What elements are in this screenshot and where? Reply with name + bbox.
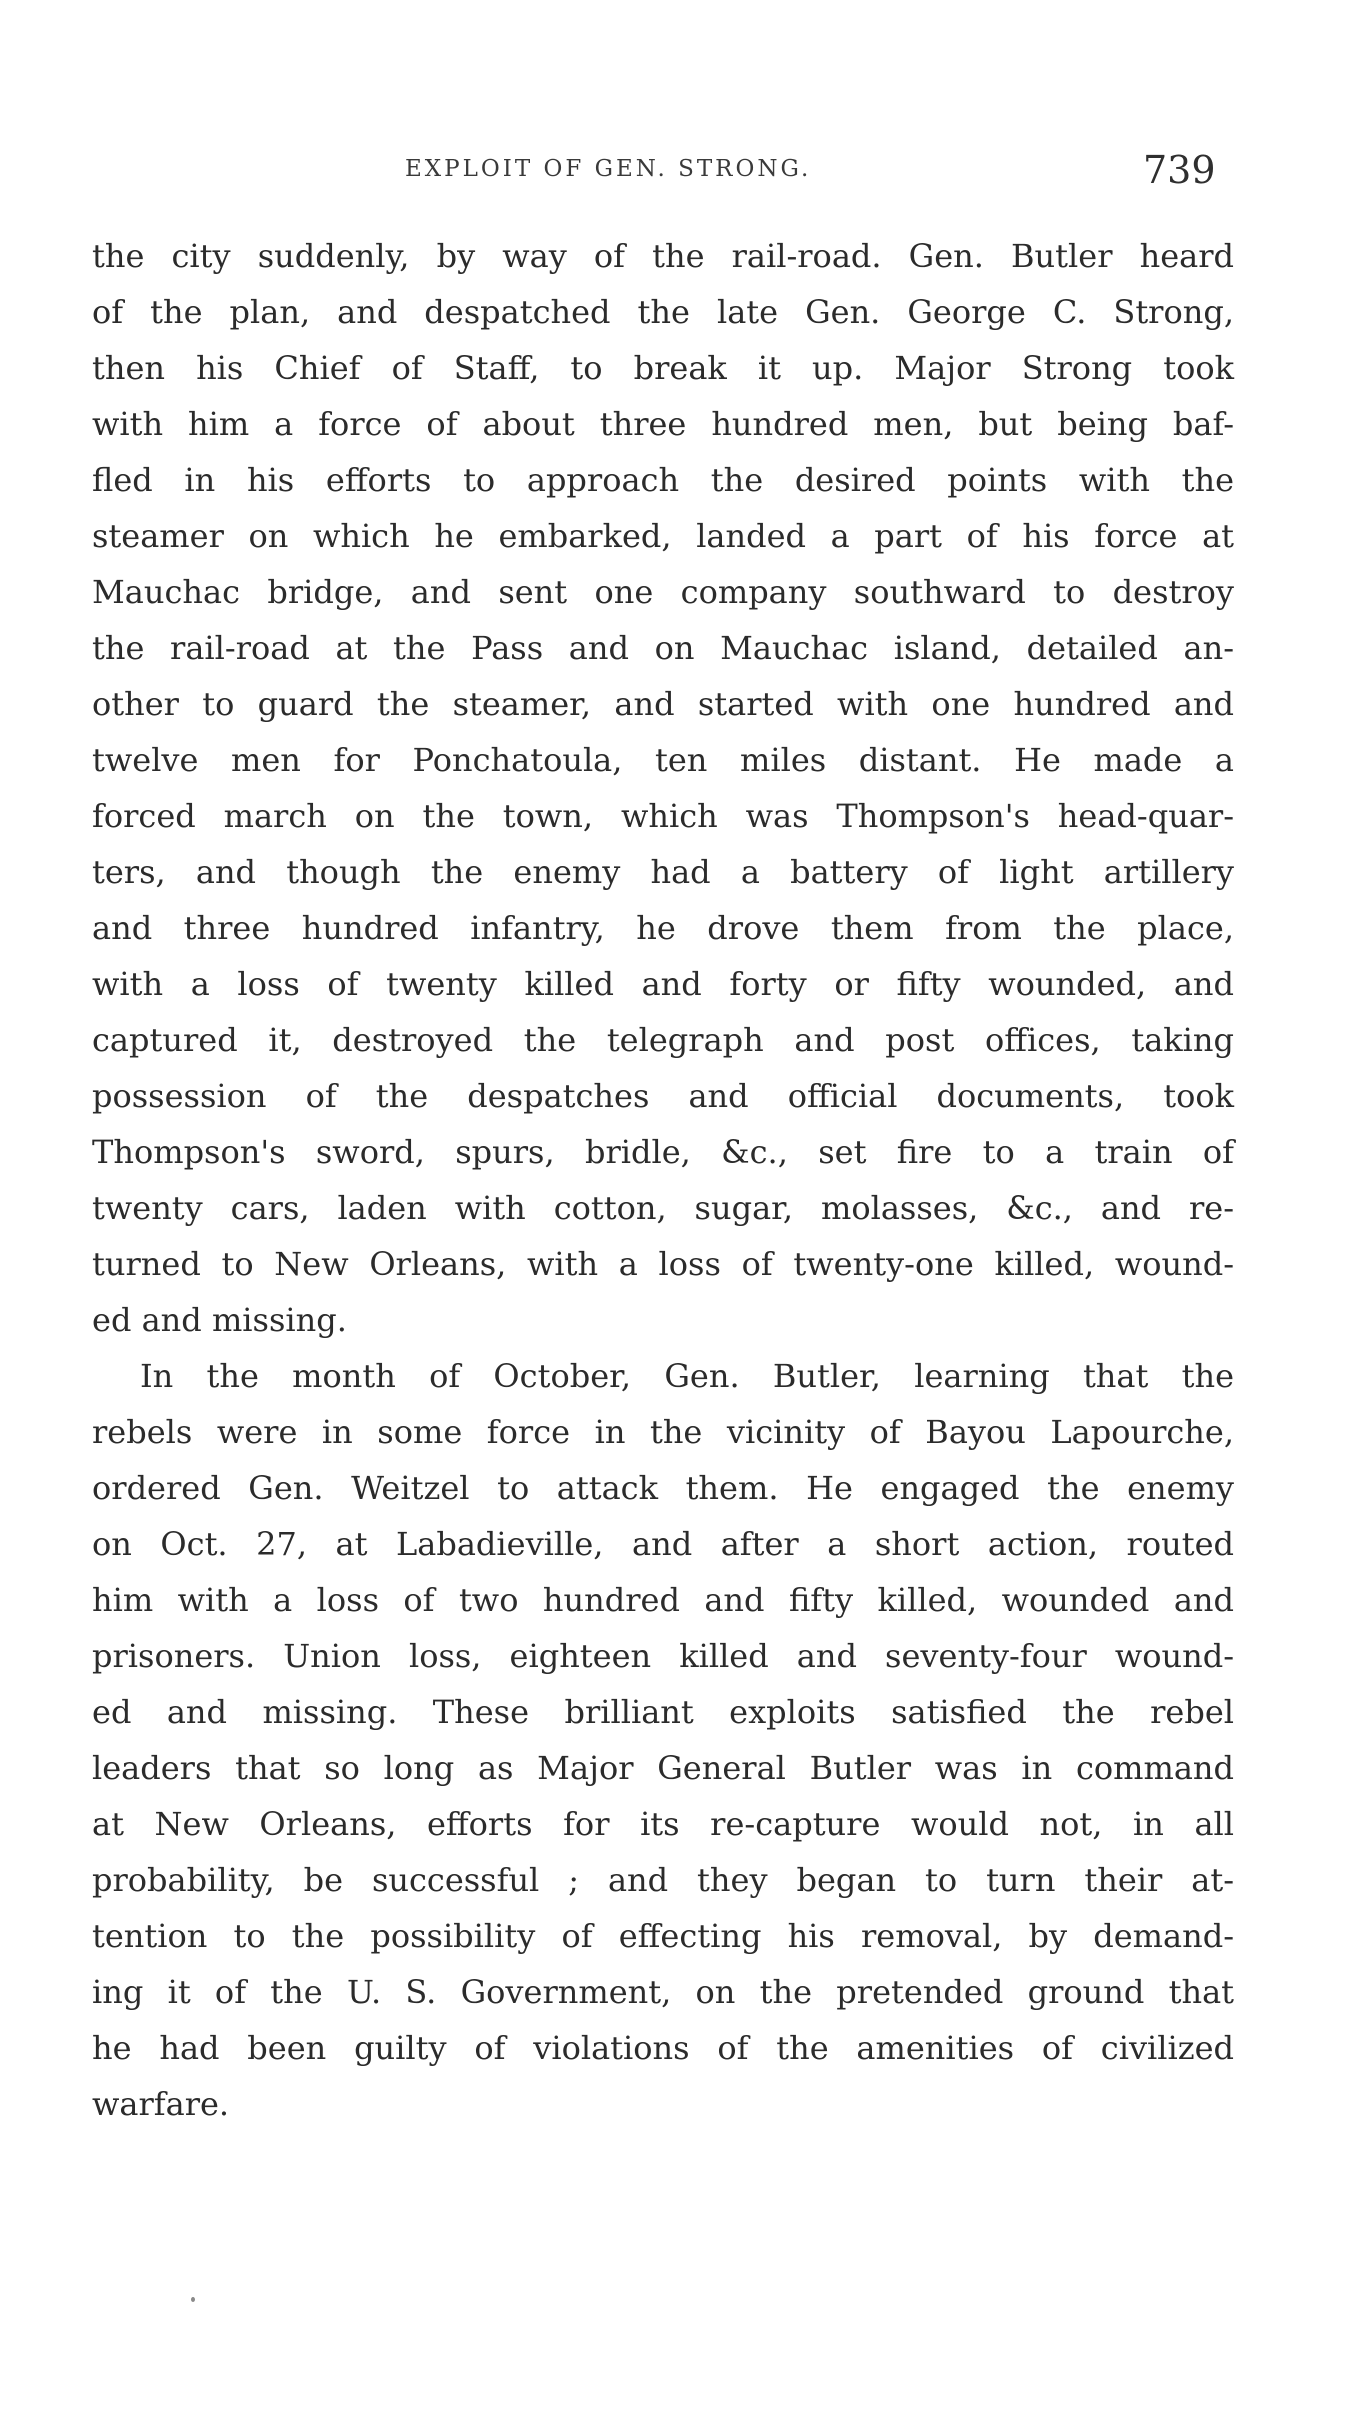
text-line: on Oct. 27, at Labadieville, and after a short action, routed bbox=[92, 1525, 1234, 1563]
text-line: steamer on which he embarked, landed a part of his force at bbox=[92, 517, 1234, 555]
text-line: the rail-road at the Pass and on Mauchac island, detailed an- bbox=[92, 629, 1234, 667]
text-line: prisoners. Union loss, eighteen killed and seventy-four wound- bbox=[92, 1637, 1234, 1675]
text-line: Mauchac bridge, and sent one company southward to destroy bbox=[92, 573, 1234, 611]
running-head bbox=[0, 148, 1359, 192]
paragraph-end-line: ed and missing. bbox=[92, 1301, 347, 1339]
text-line: probability, be successful ; and they began to turn their at- bbox=[92, 1861, 1234, 1899]
text-line: and three hundred infantry, he drove them from the place, bbox=[92, 909, 1234, 947]
text-line: at New Orleans, efforts for its re-capture would not, in all bbox=[92, 1805, 1234, 1843]
text-line: twelve men for Ponchatoula, ten miles distant. He made a bbox=[92, 741, 1234, 779]
paper-speck bbox=[191, 2297, 195, 2302]
text-line: possession of the despatches and official documents, took bbox=[92, 1077, 1234, 1115]
text-line: then his Chief of Staff, to break it up. Major Strong took bbox=[92, 349, 1234, 387]
text-line: fled in his efforts to approach the desired points with the bbox=[92, 461, 1234, 499]
text-line: of the plan, and despatched the late Gen. George C. Strong, bbox=[92, 293, 1234, 331]
text-line: with him a force of about three hundred men, but being baf- bbox=[92, 405, 1234, 443]
text-line: Thompson's sword, spurs, bridle, &c., set fire to a train of bbox=[92, 1133, 1234, 1171]
text-line: ters, and though the enemy had a battery of light artillery bbox=[92, 853, 1234, 891]
paragraph-start-line: In the month of October, Gen. Butler, learning that the bbox=[140, 1357, 1234, 1395]
text-line: turned to New Orleans, with a loss of twenty-one killed, wound- bbox=[92, 1245, 1234, 1283]
text-line: other to guard the steamer, and started with one hundred and bbox=[92, 685, 1234, 723]
text-line: tention to the possibility of effecting his removal, by demand- bbox=[92, 1917, 1234, 1955]
text-line: with a loss of twenty killed and forty or fifty wounded, and bbox=[92, 965, 1234, 1003]
text-line: twenty cars, laden with cotton, sugar, molasses, &c., and re- bbox=[92, 1189, 1234, 1227]
paragraph-end-line: warfare. bbox=[92, 2085, 230, 2123]
running-title: EXPLOIT OF GEN. STRONG. bbox=[405, 156, 812, 182]
text-line: rebels were in some force in the vicinity of Bayou Lapourche, bbox=[92, 1413, 1234, 1451]
text-line: ed and missing. These brilliant exploits satisfied the rebel bbox=[92, 1693, 1234, 1731]
text-line: ordered Gen. Weitzel to attack them. He engaged the enemy bbox=[92, 1469, 1234, 1507]
text-line: ing it of the U. S. Government, on the pretended ground that bbox=[92, 1973, 1234, 2011]
text-line: captured it, destroyed the telegraph and post offices, taking bbox=[92, 1021, 1234, 1059]
text-line: forced march on the town, which was Thompson's head-quar- bbox=[92, 797, 1234, 835]
text-line: he had been guilty of violations of the amenities of civilized bbox=[92, 2029, 1234, 2067]
text-line: him with a loss of two hundred and fifty killed, wounded and bbox=[92, 1581, 1234, 1619]
page-number: 739 bbox=[1143, 148, 1216, 192]
text-line: the city suddenly, by way of the rail-road. Gen. Butler heard bbox=[92, 237, 1234, 275]
text-line: leaders that so long as Major General Butler was in command bbox=[92, 1749, 1234, 1787]
